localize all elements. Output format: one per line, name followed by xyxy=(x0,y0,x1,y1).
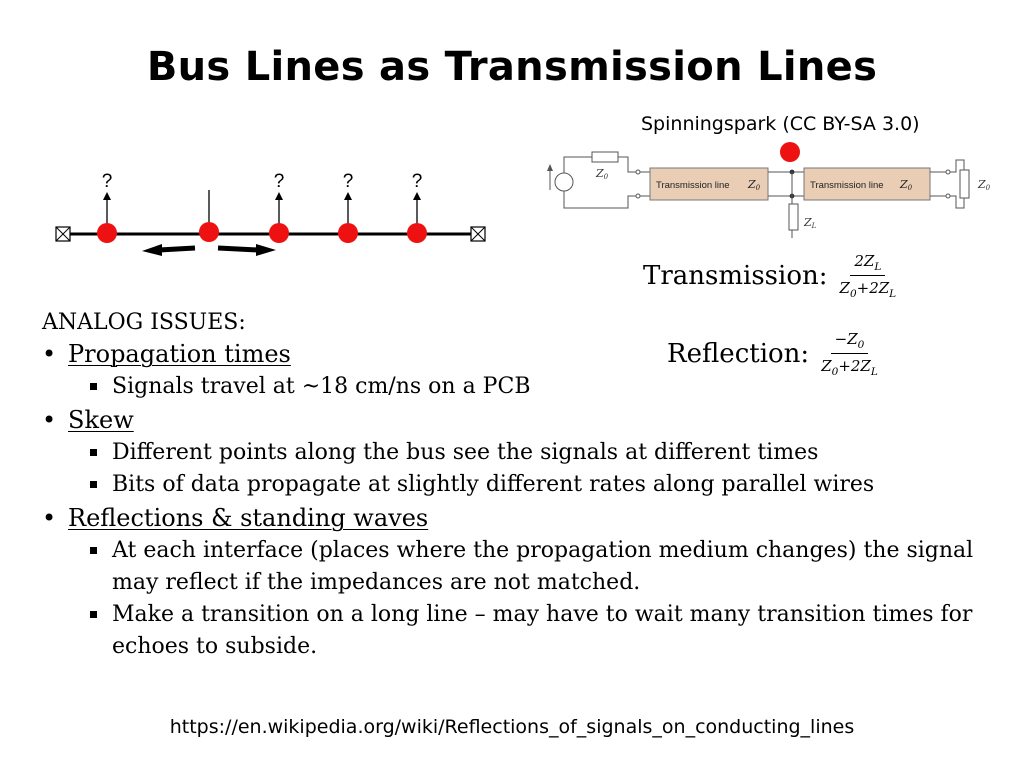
load-resistor xyxy=(789,204,798,230)
propagation-arrow-left xyxy=(142,244,195,256)
source-url-link[interactable]: https://en.wikipedia.org/wiki/Reflections_of_signals_on_conducting_lines xyxy=(169,716,855,738)
bullet-label: Reflections & standing waves xyxy=(68,504,429,532)
slide-title: Bus Lines as Transmission Lines xyxy=(146,44,878,90)
bullet-label: Propagation times xyxy=(68,340,291,368)
junction-node xyxy=(780,142,800,162)
bus-diagram xyxy=(50,160,500,265)
tline-label: Transmission line xyxy=(656,180,730,191)
reflection-label: Reflection: xyxy=(667,339,810,369)
bullet-list xyxy=(42,337,1002,663)
slide-body xyxy=(42,310,1002,663)
tline-impedance-label: Z0 xyxy=(900,178,913,192)
bullet-item xyxy=(42,501,1002,663)
sub-bullet-item: Make a transition on a long line – may have to wait many transition times for echoes to subside. xyxy=(68,599,1002,663)
propagation-arrow-right xyxy=(218,244,276,256)
transmission-denominator: $Z_0+2Z_L$ xyxy=(839,279,897,300)
bullet-dot-icon: • xyxy=(42,340,57,368)
termination-resistor xyxy=(960,170,969,198)
section-heading: ANALOG ISSUES: xyxy=(42,310,246,335)
reflection-denominator: $Z_0+2Z_L$ xyxy=(821,357,878,378)
square-bullet-icon xyxy=(90,383,97,390)
question-mark: ? xyxy=(101,171,113,192)
square-bullet-icon xyxy=(90,449,97,456)
square-bullet-icon xyxy=(90,547,97,554)
question-mark: ? xyxy=(411,171,423,192)
tline-impedance-label: Z0 xyxy=(748,178,761,192)
bullet-item xyxy=(42,403,1002,501)
sub-bullet-item: Signals travel at ~18 cm/ns on a PCB xyxy=(68,371,1002,403)
square-bullet-icon xyxy=(90,481,97,488)
circuit-attribution: Spinningspark (CC BY-SA 3.0) xyxy=(641,113,920,135)
bullet-label: Skew xyxy=(68,406,134,434)
sub-bullet-item: At each interface (places where the propagation medium changes) the signal may reflect if the impedances are not matched. xyxy=(68,535,1002,599)
tline-label: Transmission line xyxy=(810,180,884,191)
transmission-formula xyxy=(643,252,900,300)
load-impedance-label: ZL xyxy=(804,216,817,230)
sub-bullet-item: Different points along the bus see the signals at different times xyxy=(68,437,1002,469)
bullet-dot-icon: • xyxy=(42,504,57,532)
bus-node xyxy=(338,223,358,243)
terminator-left xyxy=(56,227,70,241)
bus-node xyxy=(97,223,117,243)
bullet-item xyxy=(42,337,1002,403)
source-resistor xyxy=(592,152,618,162)
square-bullet-icon xyxy=(90,611,97,618)
bullet-dot-icon: • xyxy=(42,406,57,434)
bus-node xyxy=(407,223,427,243)
terminator-right xyxy=(471,227,485,241)
transmission-label: Transmission: xyxy=(643,261,828,291)
termination-impedance-label: Z0 xyxy=(978,178,991,192)
bus-node xyxy=(269,223,289,243)
bus-node xyxy=(199,222,219,242)
sub-bullet-item: Bits of data propagate at slightly different rates along parallel wires xyxy=(68,469,1002,501)
question-mark: ? xyxy=(342,171,354,192)
transmission-numerator: $2Z_L$ xyxy=(850,252,885,276)
question-mark: ? xyxy=(273,171,285,192)
source-impedance-label: Z0 xyxy=(596,167,609,181)
reflection-numerator: $-Z_0$ xyxy=(831,330,869,354)
circuit-diagram xyxy=(536,140,1006,252)
